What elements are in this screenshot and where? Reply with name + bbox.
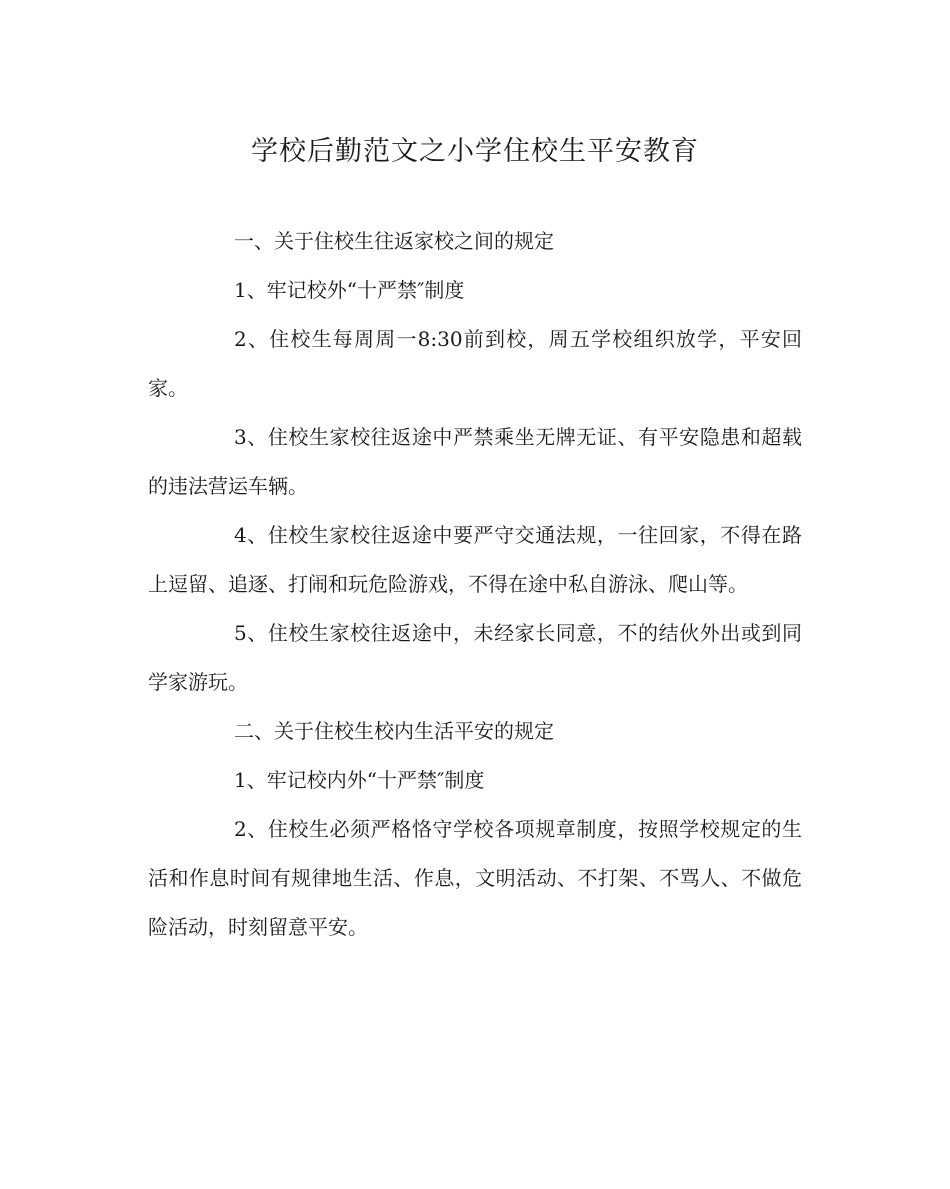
paragraph-item: 5、住校生家校往返途中，未经家长同意，不的结伙外出或到同学家游玩。 — [148, 621, 802, 694]
paragraph-item: 1、牢记校外“十严禁″制度 — [234, 278, 465, 302]
document-body — [148, 217, 802, 952]
section-heading-2: 二、关于住校生校内生活平安的规定 — [234, 719, 554, 743]
section-heading-1: 一、关于住校生往返家校之间的规定 — [234, 229, 554, 253]
paragraph-item: 3、住校生家校往返途中严禁乘坐无牌无证、有平安隐患和超载的违法营运车辆。 — [148, 425, 802, 498]
paragraph-item: 4、住校生家校往返途中要严守交通法规，一往回家，不得在路上逗留、追逐、打闹和玩危险游戏，不得在途中私自游泳、爬山等。 — [148, 523, 802, 596]
paragraph-item: 2、住校生必须严格恪守学校各项规章制度，按照学校规定的生活和作息时间有规律地生活、作息，文明活动、不打架、不骂人、不做危险活动，时刻留意平安。 — [148, 817, 802, 939]
paragraph-item: 2、住校生每周周一8:30前到校，周五学校组织放学，平安回家。 — [148, 327, 802, 400]
document-title: 学校后勤范文之小学住校生平安教育 — [251, 136, 699, 167]
paragraph-item: 1、牢记校内外“十严禁″制度 — [234, 768, 485, 792]
